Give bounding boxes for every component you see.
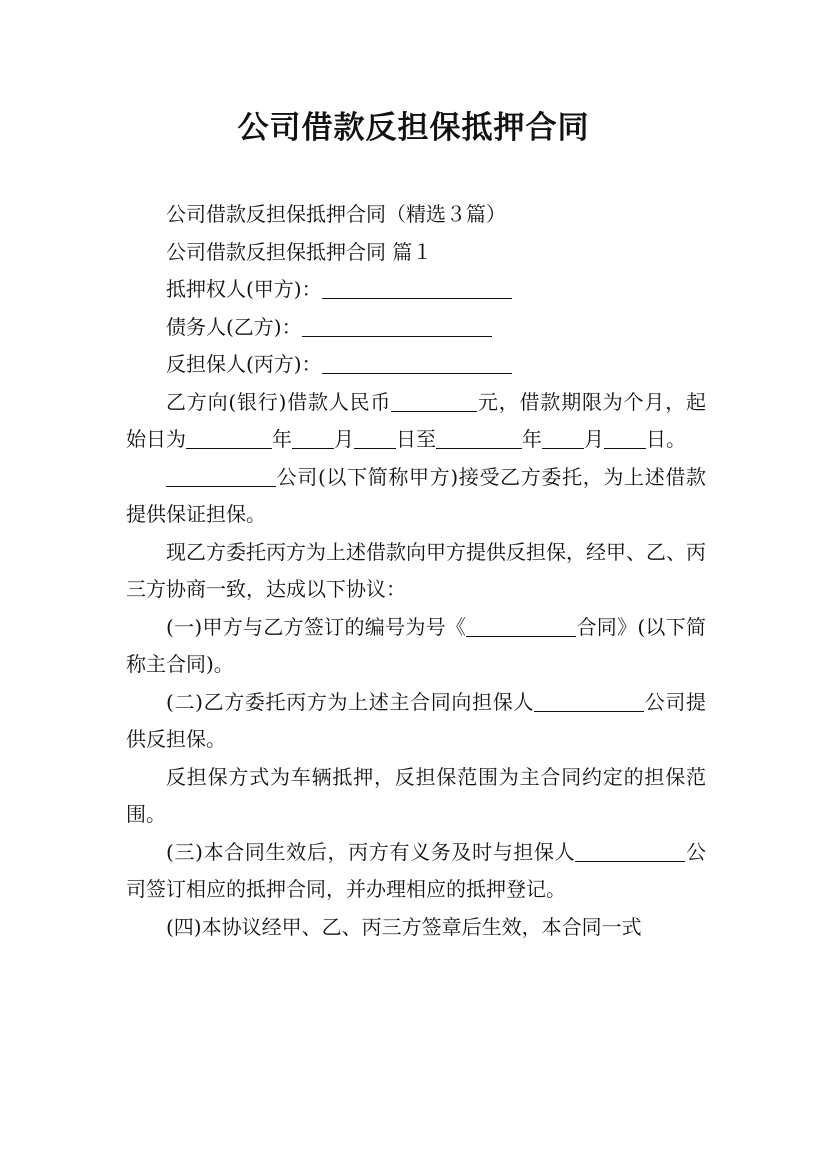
clause-1-text-2: 合同》(以下简称主合同)。 [126,614,706,676]
clause-2-text-2: 公司提供反担保。 [126,689,707,751]
loan-text-8: 日。 [646,427,686,451]
loan-text-2: 元，借款期限为个月，起始日为 [126,389,706,451]
clause-3-company-blank [575,839,685,862]
section-heading: 公司借款反担保抵押合同 篇１ [166,239,433,264]
loan-text-1: 乙方向(银行)借款人民币 [166,389,392,414]
document-body [126,196,706,946]
amount-blank [391,389,477,412]
clause-3-text-2: 公司签订相应的抵押合同，并办理相应的抵押登记。 [126,839,706,901]
clause-4: (四)本协议经甲、乙、丙三方签章后生效，本合同一式 [166,914,642,939]
party-b-label: 债务人(乙方)： [166,314,302,339]
clause-3-text-1: (三)本合同生效后，丙方有义务及时与担保人 [166,839,576,864]
clause-1 [126,609,706,684]
party-b-blank [302,314,492,337]
party-c-line [126,346,706,384]
document-subtitle: 公司借款反担保抵押合同（精选３篇） [166,202,506,226]
party-c-blank [322,351,512,374]
end-month-blank [542,426,584,449]
loan-text-4: 月 [334,427,354,451]
clause-2 [126,684,706,759]
clause-2-text-1: (二)乙方委托丙方为上述主合同向担保人 [166,689,535,714]
loan-text-7: 月 [584,427,604,451]
party-a-line [126,271,706,309]
end-year-blank [436,426,522,449]
party-b-line [126,309,706,347]
guarantor-company-blank [166,464,276,487]
clause-3 [126,834,706,909]
end-day-blank [604,426,646,449]
contract-number-blank [466,614,576,637]
loan-text-3: 年 [272,427,292,451]
loan-text-5: 日至 [396,427,436,451]
start-year-blank [186,426,272,449]
party-a-blank [322,276,512,299]
paragraph-guarantee-scope: 反担保方式为车辆抵押，反担保范围为主合同约定的担保范围。 [126,764,706,826]
party-a-label: 抵押权人(甲方)： [166,277,322,301]
start-day-blank [354,426,396,449]
clause-1-text-1: (一)甲方与乙方签订的编号为号《 [166,614,467,639]
loan-text-6: 年 [522,427,542,451]
party-c-label: 反担保人(丙方)： [166,352,322,376]
document-title: 公司借款反担保抵押合同 [237,110,590,146]
paragraph-guarantee [126,459,706,534]
guarantee-text: 公司(以下简称甲方)接受乙方委托，为上述借款提供保证担保。 [126,464,706,526]
paragraph-agreement-intro: 现乙方委托丙方为上述借款向甲方提供反担保，经甲、乙、丙三方协商一致，达成以下协议： [126,539,706,601]
paragraph-loan-terms [126,384,706,459]
start-month-blank [292,426,334,449]
guarantor-blank [534,689,644,712]
